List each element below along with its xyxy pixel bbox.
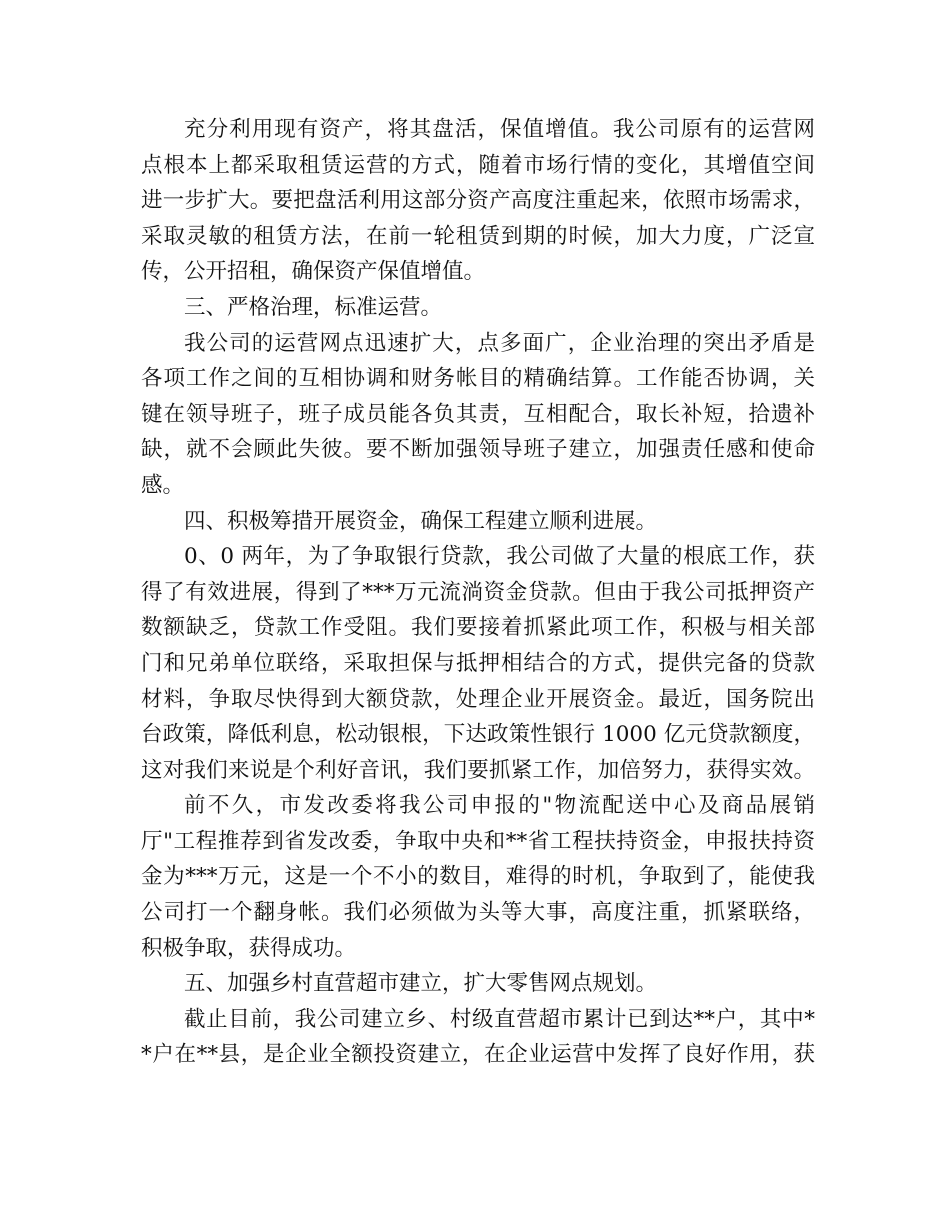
text-line: 感。 <box>141 472 185 498</box>
text-line: 点根本上都采取租赁运营的方式，随着市场行情的变化，其增值空间 <box>141 152 815 178</box>
text-line: 我公司的运营网点迅速扩大，点多面广，企业治理的突出矛盾是 <box>184 330 815 356</box>
text-line: 采取灵敏的租赁方法，在前一轮租赁到期的时候，加大力度，广泛宣 <box>141 223 815 249</box>
document-body <box>141 112 815 1073</box>
text-line: 这对我们来说是个利好音讯，我们要抓紧工作，加倍努力，获得实效。 <box>141 757 815 783</box>
text-line: 三、严格治理，标准运营。 <box>184 294 443 320</box>
text-line: 积极争取，获得成功。 <box>141 935 357 961</box>
text-line: 台政策，降低利息，松动银根，下达政策性银行 1000 亿元贷款额度， <box>141 722 815 748</box>
text-line: 缺，就不会顾此失彼。要不断加强领导班子建立，加强责任感和使命 <box>141 437 815 463</box>
text-line: 0、0 两年，为了争取银行贷款，我公司做了大量的根底工作，获 <box>184 544 815 570</box>
text-line: 公司打一个翻身帐。我们必须做为头等大事，高度注重，抓紧联络， <box>141 900 815 926</box>
text-line: 五、加强乡村直营超市建立，扩大零售网点规划。 <box>184 971 658 997</box>
text-line: 充分利用现有资产，将其盘活，保值增值。我公司原有的运营网 <box>184 117 815 142</box>
text-line: 截止目前，我公司建立乡、村级直营超市累计已到达**户，其中* <box>184 1006 815 1032</box>
text-line: 各项工作之间的互相协调和财务帐目的精确结算。工作能否协调，关 <box>141 366 815 392</box>
text-line: 数额缺乏，贷款工作受阻。我们要接着抓紧此项工作，积极与相关部 <box>141 615 815 641</box>
text-line: 金为***万元，这是一个不小的数目，难得的时机，争取到了，能使我 <box>141 864 815 890</box>
text-line: 传，公开招租，确保资产保值增值。 <box>141 259 486 285</box>
text-line: 材料，争取尽快得到大额贷款，处理企业开展资金。最近，国务院出 <box>141 686 815 712</box>
text-line: 进一步扩大。要把盘活利用这部分资产高度注重起来，依照市场需求， <box>141 188 815 214</box>
text-line: 四、积极筹措开展资金，确保工程建立顺利进展。 <box>184 508 658 534</box>
text-line: 前不久，市发改委将我公司申报的"物流配送中心及商品展销 <box>184 793 815 819</box>
text-line: 门和兄弟单位联络，采取担保与抵押相结合的方式，提供完备的贷款 <box>141 650 815 676</box>
text-line: *户在**县，是企业全额投资建立，在企业运营中发挥了良好作用，获 <box>141 1042 815 1068</box>
text-line: 得了有效进展，得到了***万元流淌资金贷款。但由于我公司抵押资产 <box>141 579 815 605</box>
text-line: 厅"工程推荐到省发改委，争取中央和**省工程扶持资金，申报扶持资 <box>141 828 815 854</box>
text-line: 键在领导班子，班子成员能各负其责，互相配合，取长补短，拾遗补 <box>141 401 815 427</box>
